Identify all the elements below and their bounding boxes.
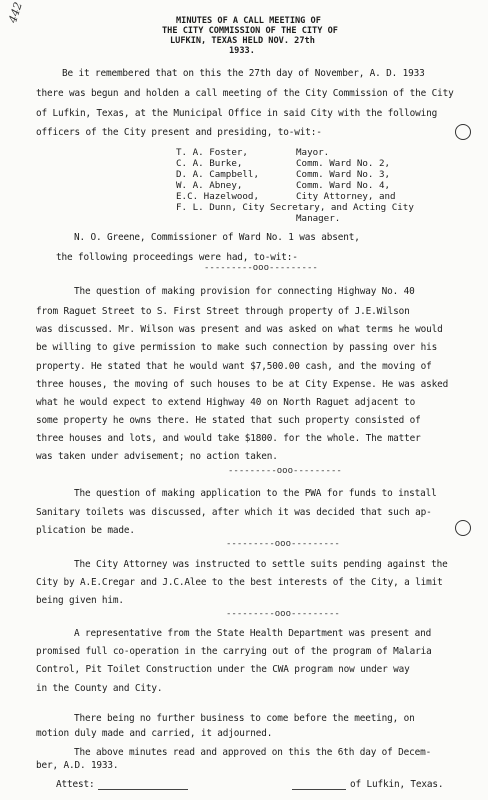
para4-line: A representative from the State Health Department was present and <box>74 628 432 639</box>
officer-name: C. A. Burke, <box>176 158 243 169</box>
attest-label: Attest: <box>56 779 95 790</box>
header-line-1: MINUTES OF A CALL MEETING OF <box>176 16 321 26</box>
officer-name: E.C. Hazelwood, <box>176 191 259 202</box>
officer-name: T. A. Foster, <box>176 147 248 158</box>
officer-name: W. A. Abney, <box>176 180 243 191</box>
header-line-4: 1933. <box>229 46 255 56</box>
officer-title: Mayor. <box>296 147 330 158</box>
intro-line-2: there was begun and holden a call meeting of the City Commission of the City <box>36 88 454 99</box>
signature-line <box>292 789 346 790</box>
approval-line: ber, A.D. 1933. <box>36 760 119 771</box>
absent-line: N. O. Greene, Commissioner of Ward No. 1 was absent, <box>74 232 360 243</box>
officer-name: Manager. <box>296 213 341 224</box>
para1-line: from Raguet Street to S. First Street through property of J.E.Wilson <box>36 306 410 317</box>
para1-line: property. He stated that he would want $7,500.00 cash, and the moving of <box>36 361 432 372</box>
para2-line: Sanitary toilets was discussed, after which it was decided that such ap- <box>36 507 432 518</box>
para3-line: City by A.E.Cregar and J.C.Alee to the best interests of the City, a limit <box>36 577 443 588</box>
separator: ---------ooo--------- <box>226 539 340 549</box>
officer-title: City Attorney, and <box>296 191 396 202</box>
separator: ---------ooo--------- <box>228 466 342 476</box>
para1-line: three houses and lots, and would take $1800. for the whole. The matter <box>36 433 421 444</box>
officer-title: Comm. Ward No. 2, <box>296 158 391 169</box>
para1-line: what he would expect to extend Highway 40 on North Raguet adjacent to <box>36 397 416 408</box>
para1-line: three houses, the moving of such houses to be at City Expense. He was asked <box>36 379 449 390</box>
header-line-2: THE CITY COMMISSION OF THE CITY OF <box>162 26 338 36</box>
officer-name: D. A. Campbell, <box>176 169 259 180</box>
handwritten-page-number: 442 <box>6 0 25 25</box>
attest-signature-line <box>98 789 188 790</box>
intro-line-4: officers of the City present and presiding, to-wit:- <box>36 127 322 138</box>
intro-line-1: Be it remembered that on this the 27th day of November, A. D. 1933 <box>62 68 425 79</box>
punch-hole <box>455 520 471 536</box>
para3-line: The City Attorney was instructed to settle suits pending against the <box>74 559 448 570</box>
para3-line: being given him. <box>36 595 124 606</box>
para1-line: some property he owns there. He stated that such property consisted of <box>36 415 421 426</box>
header-line-3: LUFKIN, TEXAS HELD NOV. 27th <box>170 36 315 46</box>
signature-suffix: of Lufkin, Texas. <box>350 779 444 790</box>
para1-line: be willing to give permission to make such connection by passing over his <box>36 342 438 353</box>
para5-line: motion duly made and carried, it adjourned. <box>36 728 273 739</box>
approval-line: The above minutes read and approved on this the 6th day of Decem- <box>74 747 432 758</box>
officer-title: Comm. Ward No. 3, <box>296 169 391 180</box>
para2-line: The question of making application to the PWA for funds to install <box>74 488 437 499</box>
para4-line: Control, Pit Toilet Construction under the CWA program now under way <box>36 664 410 675</box>
para4-line: promised full co-operation in the carrying out of the program of Malaria <box>36 646 432 657</box>
intro-line-3: of Lufkin, Texas, at the Municipal Office in said City with the following <box>36 108 438 119</box>
separator: ---------ooo--------- <box>226 609 340 619</box>
para4-line: in the County and City. <box>36 683 163 694</box>
para5-line: There being no further business to come before the meeting, on <box>74 713 415 724</box>
officer-name: F. L. Dunn, City Secretary, and Acting City <box>176 202 414 213</box>
para1-line: was discussed. Mr. Wilson was present and was asked on what terms he would <box>36 324 443 335</box>
para1-line: The question of making provision for connecting Highway No. 40 <box>74 286 415 297</box>
punch-hole <box>455 124 471 140</box>
para2-line: plication be made. <box>36 525 135 536</box>
proceedings-line: the following proceedings were had, to-wit:- <box>56 252 298 263</box>
para1-line: was taken under advisement; no action taken. <box>36 451 278 462</box>
separator: ---------ooo--------- <box>204 263 318 273</box>
officer-title: Comm. Ward No. 4, <box>296 180 391 191</box>
